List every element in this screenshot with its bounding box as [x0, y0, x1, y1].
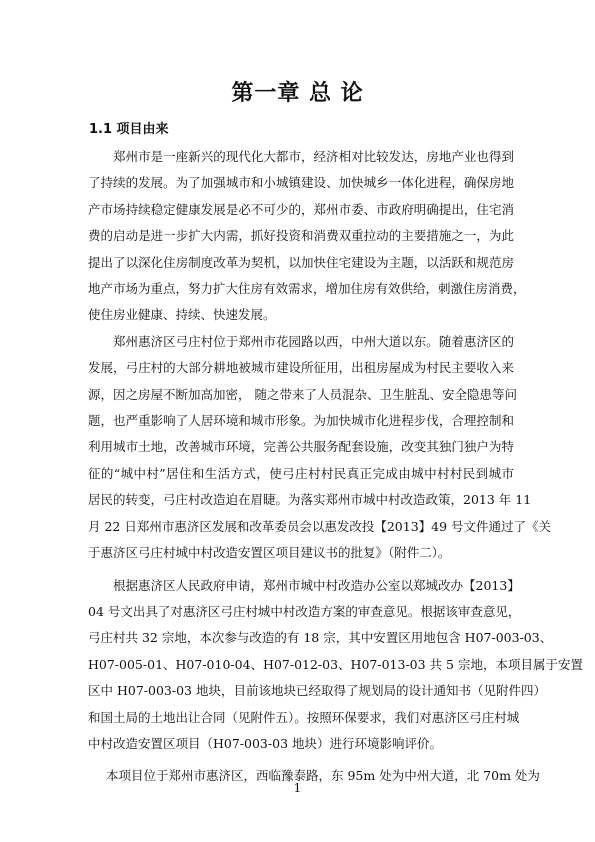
text-line: 根据惠济区人民政府申请，郑州市城中村改造办公室以郑城改办【2013】	[113, 577, 520, 593]
chapter-title: 第一章 总 论	[231, 81, 364, 106]
section-heading: 1.1 项目由来	[89, 122, 169, 137]
paragraph-2	[88, 329, 552, 567]
text-line: 郑州市是一座新兴的现代化大都市，经济相对比较发达，房地产业也得到	[113, 149, 514, 164]
text-line: 月 22 日郑州市惠济区发展和改革委员会以惠发改投【2013】49 号文件通过了《关	[88, 518, 552, 534]
text-line: 使住房业健康、持续、快速发展。	[88, 307, 276, 323]
document-body	[88, 144, 583, 790]
text-line: 发展，弓庄村的大部分耕地被城市建设所征用，出租房屋成为村民主要收入来	[88, 360, 514, 376]
text-line: 和国土局的土地出让合同（见附件五）。按照环保要求，我们对惠济区弓庄村城	[88, 709, 520, 725]
text-line: 产市场持续稳定健康发展是必不可少的，郑州市委、市政府明确提出，住宅消	[88, 201, 514, 217]
paragraph-1	[88, 144, 526, 329]
text-line: 中村改造安置区项目（H07-003-03 地块）进行环境影响评价。	[88, 735, 442, 751]
text-line: 于惠济区弓庄村城中村改造安置区项目建议书的批复》（附件二）。	[88, 545, 451, 561]
text-line: 本项目位于郑州市惠济区，西临豫泰路，东 95m 处为中州大道，北 70m 处为	[106, 768, 540, 784]
text-line: 了持续的发展。为了加强城市和小城镇建设、加快城乡一体化进程，确保房地	[88, 175, 514, 191]
text-line: 费的启动是进一步扩大内需，抓好投资和消费双重拉动的主要措施之一，为此	[88, 228, 514, 244]
text-line: H07-005-01、H07-010-04、H07-012-03、H07-013-03 共 5 宗地，本项目属于安置	[88, 656, 583, 672]
text-line: 提出了以深化住房制度改革为契机，以加快住宅建设为主题，以活跃和规范房	[88, 254, 514, 270]
page-number: 1	[293, 781, 302, 795]
text-line: 征的“城中村”居住和生活方式，使弓庄村村民真正完成由城中村村民到城市	[88, 465, 514, 481]
text-line: 地产市场为重点，努力扩大住房有效需求，增加住房有效供给，刺激住房消费，	[88, 281, 526, 297]
text-line: 利用城市土地，改善城市环境，完善公共服务配套设施，改变其独门独户为特	[88, 439, 514, 455]
text-line: 居民的转变，弓庄村改造迫在眉睫。为落实郑州市城中村改造政策，2013 年 11	[88, 492, 532, 508]
text-line: 弓庄村共 32 宗地，本次参与改造的有 18 宗，其中安置区用地包含 H07-003-03、	[88, 630, 553, 646]
text-line: 04 号文出具了对惠济区弓庄村城中村改造方案的审查意见。根据该审查意见，	[88, 603, 521, 619]
text-line: 区中 H07-003-03 地块，目前该地块已经取得了规划局的设计通知书（见附件四）	[88, 683, 546, 699]
text-line: 源，因之房屋不断加高加密， 随之带来了人员混杂、卫生脏乱、安全隐患等问	[88, 386, 517, 402]
paragraph-3	[88, 573, 583, 758]
text-line: 郑州惠济区弓庄村位于郑州市花园路以西，中州大道以东。随着惠济区的	[113, 333, 514, 349]
text-line: 题，也严重影响了人居环境和城市形象。为加快城市化进程步伐，合理控制和	[88, 413, 514, 429]
